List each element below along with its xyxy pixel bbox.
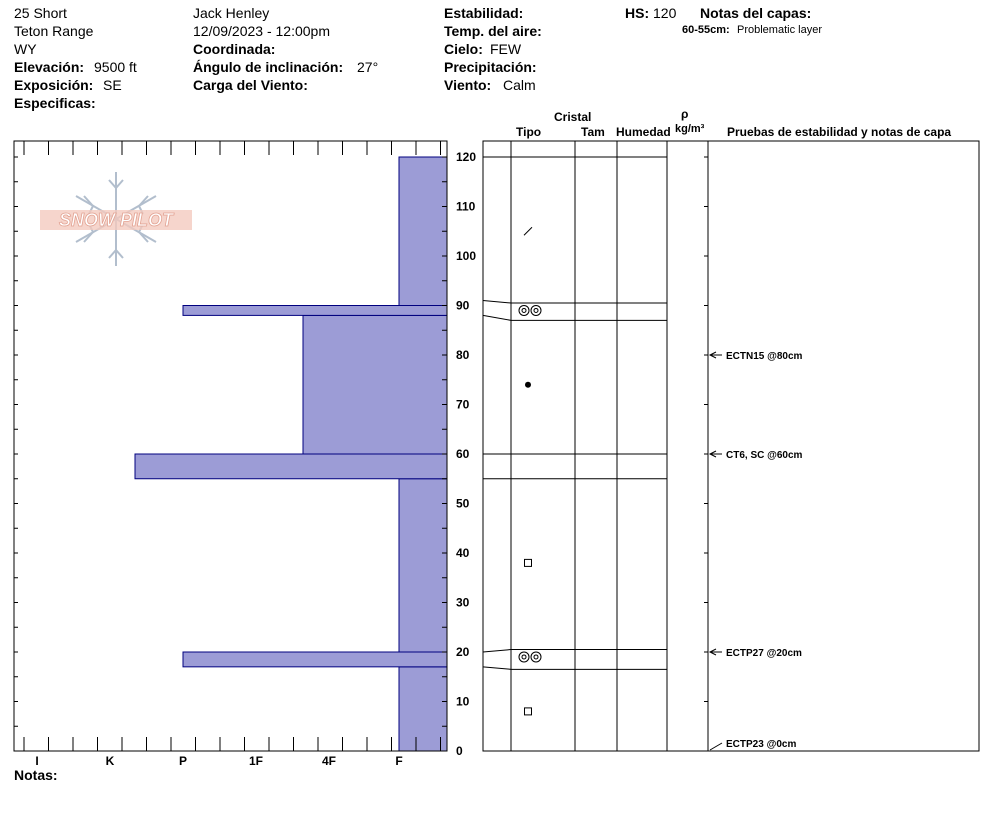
coordinates-label: Coordinada: [193, 41, 276, 57]
hardness-label: I [35, 754, 39, 768]
snowpilot-logo [40, 172, 192, 266]
surface-hoar-icon [519, 652, 541, 662]
slope-value: 27° [357, 59, 379, 75]
hardness-label: F [395, 754, 403, 768]
precipitation-label: Precipitación: [444, 59, 537, 75]
hardness-label: P [178, 754, 188, 768]
size-header: Tam [581, 125, 605, 139]
range-name: Teton Range [14, 23, 94, 39]
elevation-label: Elevación: [14, 59, 85, 75]
height-label: 90 [456, 298, 470, 313]
moisture-header: Humedad [616, 125, 671, 139]
wind-label: Viento: [444, 77, 492, 93]
surface-hoar-icon [519, 305, 541, 315]
slope-label: Ángulo de inclinación: [193, 59, 344, 75]
height-label: 60 [456, 447, 470, 461]
height-label: 40 [456, 546, 470, 560]
stability-test-marker [710, 739, 796, 750]
hardness-bar [183, 306, 447, 316]
hoar-outer-circle [531, 652, 541, 662]
sky-value: FEW [490, 41, 522, 57]
hardness-bar [399, 157, 447, 306]
height-label: 10 [456, 694, 470, 709]
density-unit-header: kg/m³ [675, 123, 705, 135]
layer-connector [483, 650, 511, 652]
crystal-header: Cristal [554, 110, 592, 124]
hoar-inner-circle [534, 655, 538, 659]
stability-test-label: ECTP27 @20cm [726, 648, 802, 659]
hoar-inner-circle [522, 655, 526, 659]
hardness-label: 4F [321, 754, 337, 768]
layer-connector [483, 667, 511, 669]
profile-grid-frame [483, 141, 979, 751]
aspect-label: Exposición: [14, 77, 94, 93]
tests-notes-header: Pruebas de estabilidad y notas de capa [727, 125, 952, 139]
layer-note-range: 60-55cm: [682, 24, 730, 36]
hardness-bar [399, 479, 447, 652]
aspect-value: SE [103, 77, 122, 93]
stability-test-marker [710, 351, 803, 362]
layer-notes-label: Notas del capas: [700, 5, 812, 21]
air-temp-label: Temp. del aire: [444, 23, 542, 39]
stability-label: Estabilidad: [444, 5, 524, 21]
layer-connector [483, 301, 511, 303]
test-arrow-line [710, 743, 722, 750]
specifics-label: Especificas: [14, 95, 96, 111]
observation-datetime: 12/09/2023 - 12:00pm [193, 23, 330, 39]
notes-label: Notas: [14, 767, 58, 783]
height-label: 120 [456, 150, 477, 164]
rho-header: ρ [681, 107, 689, 121]
faceted-crystals-icon [525, 708, 532, 715]
height-label: 110 [456, 199, 476, 214]
hardness-bar [399, 667, 447, 751]
sky-label: Cielo: [444, 41, 483, 57]
logo-text: SNOW PILOT [59, 210, 173, 230]
layer-note-text: Problematic layer [737, 24, 822, 36]
elevation-value: 9500 ft [94, 59, 137, 75]
height-label: 20 [456, 645, 470, 659]
height-label: 0 [456, 744, 463, 758]
type-header: Tipo [516, 125, 542, 139]
stability-test-marker [710, 648, 802, 659]
faceted-crystals-icon [525, 559, 532, 566]
stability-test-label: ECTP23 @0cm [726, 739, 797, 750]
hardness-label: K [105, 754, 115, 768]
location-name: 25 Short [14, 5, 67, 21]
stability-test-label: ECTN15 @80cm [726, 351, 803, 362]
stability-test-marker [710, 450, 803, 461]
precipitation-particles-icon [524, 227, 532, 235]
hs-label: HS: [625, 5, 650, 21]
height-label: 50 [456, 496, 470, 511]
state-name: WY [14, 41, 37, 57]
layer-connector [483, 315, 511, 320]
height-label: 80 [456, 348, 470, 362]
hardness-bar [183, 652, 447, 667]
height-label: 70 [456, 397, 470, 412]
observer-name: Jack Henley [193, 5, 270, 21]
stability-test-label: CT6, SC @60cm [726, 450, 803, 461]
hoar-outer-circle [531, 305, 541, 315]
hoar-inner-circle [522, 308, 526, 312]
hoar-outer-circle [519, 652, 529, 662]
hardness-bar [303, 315, 447, 454]
hoar-outer-circle [519, 305, 529, 315]
hoar-inner-circle [534, 308, 538, 312]
rounded-grains-icon [525, 382, 531, 388]
hs-value: 120 [653, 5, 677, 21]
wind-value: Calm [503, 77, 536, 93]
height-label: 100 [456, 249, 477, 263]
wind-loading-label: Carga del Viento: [193, 77, 308, 93]
hardness-label: 1F [248, 754, 264, 768]
height-label: 30 [456, 595, 470, 610]
hardness-bar [135, 454, 447, 479]
